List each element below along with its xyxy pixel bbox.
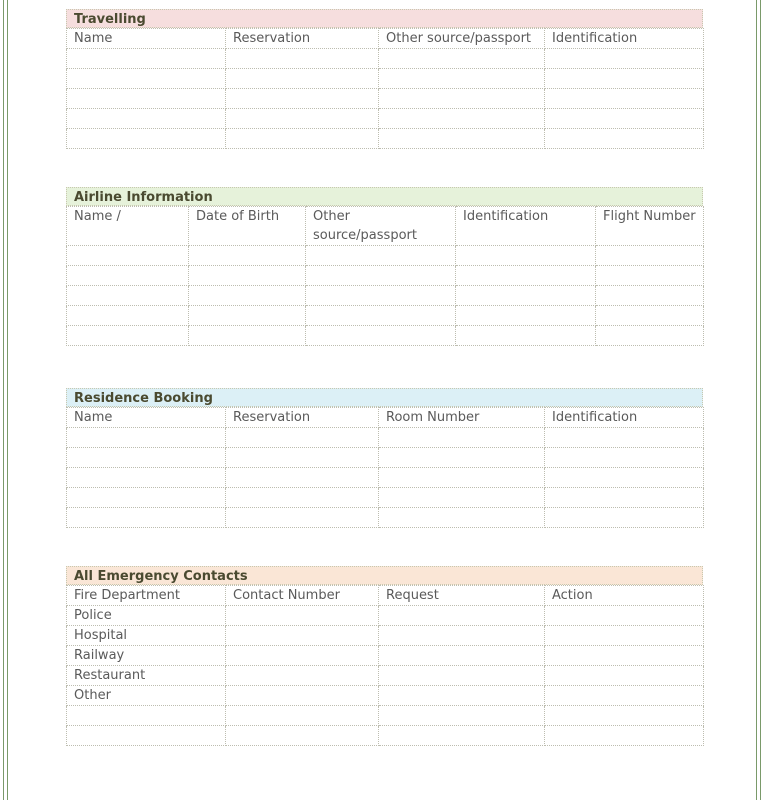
emergency-column-header: Action — [545, 586, 704, 606]
airline-section — [66, 187, 703, 346]
table-row — [67, 428, 704, 448]
travelling-column-header: Name — [67, 29, 226, 49]
table-row — [67, 706, 704, 726]
travelling-column-header: Other source/passport — [379, 29, 545, 49]
table-cell[interactable] — [379, 626, 545, 646]
table-cell[interactable] — [456, 326, 596, 346]
table-row — [67, 606, 704, 626]
table-cell[interactable] — [545, 606, 704, 626]
table-row — [67, 246, 704, 266]
table-cell[interactable]: Restaurant — [67, 666, 226, 686]
table-cell[interactable] — [545, 428, 704, 448]
table-cell[interactable] — [67, 428, 226, 448]
table-row — [67, 129, 704, 149]
table-cell[interactable] — [545, 508, 704, 528]
residence-column-header: Room Number — [379, 408, 545, 428]
table-cell[interactable] — [379, 606, 545, 626]
table-row — [67, 89, 704, 109]
table-cell[interactable] — [67, 109, 226, 129]
table-cell[interactable] — [67, 69, 226, 89]
table-cell[interactable] — [456, 246, 596, 266]
table-cell[interactable] — [306, 286, 456, 306]
table-cell[interactable] — [545, 666, 704, 686]
table-cell[interactable] — [226, 109, 379, 129]
table-cell[interactable] — [226, 726, 379, 746]
table-cell[interactable] — [189, 246, 306, 266]
table-row — [67, 488, 704, 508]
table-cell[interactable] — [226, 666, 379, 686]
page-border-left-outer — [3, 0, 4, 800]
table-cell[interactable] — [379, 49, 545, 69]
table-cell[interactable] — [545, 626, 704, 646]
table-cell[interactable] — [226, 626, 379, 646]
residence-column-header: Reservation — [226, 408, 379, 428]
table-row — [67, 626, 704, 646]
table-cell[interactable] — [226, 606, 379, 626]
table-row — [67, 306, 704, 326]
travelling-header-row — [67, 29, 704, 49]
table-cell[interactable] — [545, 448, 704, 468]
table-cell[interactable] — [379, 468, 545, 488]
page-border-right-outer — [760, 0, 761, 800]
table-cell[interactable] — [545, 726, 704, 746]
residence-title: Residence Booking — [66, 388, 703, 407]
table-cell[interactable] — [456, 286, 596, 306]
table-cell[interactable] — [226, 129, 379, 149]
table-cell[interactable] — [379, 666, 545, 686]
table-cell[interactable] — [545, 468, 704, 488]
table-cell[interactable] — [67, 508, 226, 528]
table-row — [67, 266, 704, 286]
emergency-header-row — [67, 586, 704, 606]
table-row — [67, 49, 704, 69]
table-cell[interactable] — [306, 266, 456, 286]
table-cell[interactable] — [67, 246, 189, 266]
table-cell[interactable] — [306, 246, 456, 266]
table-cell[interactable] — [306, 306, 456, 326]
table-cell[interactable] — [545, 49, 704, 69]
table-cell[interactable]: Hospital — [67, 626, 226, 646]
table-cell[interactable] — [379, 89, 545, 109]
travelling-column-header: Reservation — [226, 29, 379, 49]
table-cell[interactable] — [226, 69, 379, 89]
residence-header-row — [67, 408, 704, 428]
table-cell[interactable] — [456, 306, 596, 326]
table-cell[interactable] — [226, 686, 379, 706]
page-border-left-inner — [7, 0, 8, 800]
table-cell[interactable] — [379, 646, 545, 666]
emergency-column-header: Contact Number — [226, 586, 379, 606]
emergency-column-header: Request — [379, 586, 545, 606]
table-cell[interactable] — [67, 129, 226, 149]
table-cell[interactable] — [67, 49, 226, 69]
table-row — [67, 326, 704, 346]
residence-column-header: Name — [67, 408, 226, 428]
travelling-table — [66, 28, 704, 149]
table-cell[interactable] — [379, 428, 545, 448]
table-cell[interactable] — [306, 326, 456, 346]
table-cell[interactable] — [545, 646, 704, 666]
airline-column-header: Other source/passport — [306, 207, 456, 246]
table-cell[interactable] — [226, 448, 379, 468]
table-cell[interactable] — [67, 306, 189, 326]
airline-column-header: Flight Number — [596, 207, 704, 246]
table-cell[interactable] — [596, 326, 704, 346]
table-cell[interactable] — [596, 306, 704, 326]
table-row — [67, 686, 704, 706]
table-cell[interactable] — [189, 326, 306, 346]
table-cell[interactable] — [226, 49, 379, 69]
table-cell[interactable] — [67, 448, 226, 468]
table-row — [67, 468, 704, 488]
table-cell[interactable] — [379, 686, 545, 706]
table-cell[interactable] — [596, 246, 704, 266]
table-cell[interactable] — [226, 508, 379, 528]
table-cell[interactable] — [379, 706, 545, 726]
table-cell[interactable] — [379, 508, 545, 528]
residence-section — [66, 388, 703, 528]
table-cell[interactable] — [67, 706, 226, 726]
table-row — [67, 646, 704, 666]
table-row — [67, 666, 704, 686]
travelling-title: Travelling — [66, 9, 703, 28]
table-cell[interactable] — [545, 129, 704, 149]
table-cell[interactable]: Railway — [67, 646, 226, 666]
table-cell[interactable] — [379, 69, 545, 89]
table-row — [67, 726, 704, 746]
table-cell[interactable] — [67, 286, 189, 306]
emergency-column-header: Fire Department — [67, 586, 226, 606]
table-cell[interactable] — [67, 726, 226, 746]
table-cell[interactable] — [596, 286, 704, 306]
table-row — [67, 508, 704, 528]
table-cell[interactable] — [67, 266, 189, 286]
residence-table — [66, 407, 704, 528]
table-cell[interactable]: Police — [67, 606, 226, 626]
table-cell[interactable] — [545, 109, 704, 129]
residence-column-header: Identification — [545, 408, 704, 428]
table-cell[interactable] — [67, 326, 189, 346]
table-cell[interactable] — [545, 686, 704, 706]
table-cell[interactable] — [379, 726, 545, 746]
table-cell[interactable] — [189, 306, 306, 326]
table-cell[interactable] — [226, 706, 379, 726]
table-cell[interactable] — [545, 706, 704, 726]
table-cell[interactable] — [545, 69, 704, 89]
table-cell[interactable] — [67, 89, 226, 109]
table-cell[interactable]: Other — [67, 686, 226, 706]
table-cell[interactable] — [189, 286, 306, 306]
airline-header-row — [67, 207, 704, 246]
airline-column-header: Name / — [67, 207, 189, 246]
table-cell[interactable] — [226, 646, 379, 666]
table-cell[interactable] — [189, 266, 306, 286]
airline-column-header: Identification — [456, 207, 596, 246]
airline-column-header: Date of Birth — [189, 207, 306, 246]
table-cell[interactable] — [379, 109, 545, 129]
table-row — [67, 286, 704, 306]
table-cell[interactable] — [545, 488, 704, 508]
table-cell[interactable] — [226, 488, 379, 508]
table-row — [67, 448, 704, 468]
table-cell[interactable] — [226, 468, 379, 488]
emergency-section — [66, 566, 703, 746]
table-cell[interactable] — [596, 266, 704, 286]
emergency-title: All Emergency Contacts — [66, 566, 703, 585]
table-cell[interactable] — [379, 129, 545, 149]
travelling-column-header: Identification — [545, 29, 704, 49]
table-cell[interactable] — [226, 89, 379, 109]
table-cell[interactable] — [545, 89, 704, 109]
table-cell[interactable] — [67, 488, 226, 508]
table-row — [67, 109, 704, 129]
table-cell[interactable] — [226, 428, 379, 448]
table-cell[interactable] — [379, 448, 545, 468]
table-row — [67, 69, 704, 89]
airline-title: Airline Information — [66, 187, 703, 206]
page-border-right-inner — [756, 0, 757, 800]
table-cell[interactable] — [379, 488, 545, 508]
table-cell[interactable] — [67, 468, 226, 488]
emergency-table — [66, 585, 704, 746]
table-cell[interactable] — [456, 266, 596, 286]
travelling-section — [66, 9, 703, 149]
airline-table — [66, 206, 704, 346]
